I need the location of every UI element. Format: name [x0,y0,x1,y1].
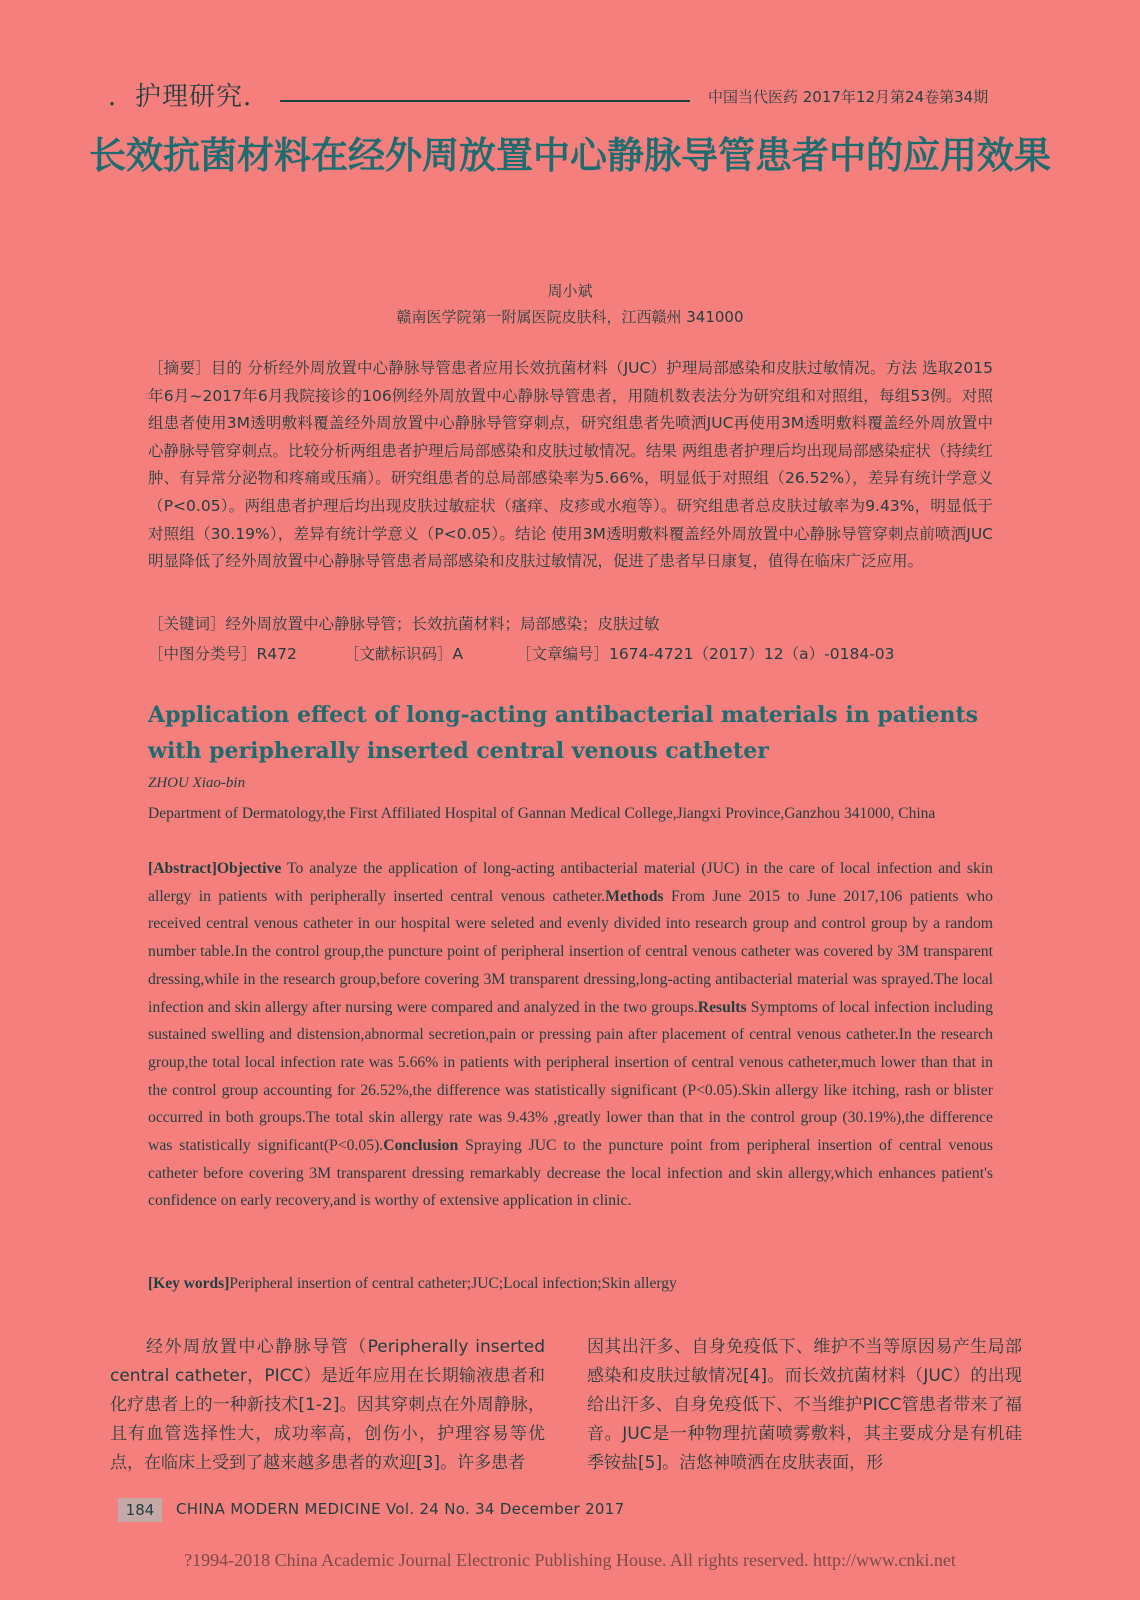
chinese-abstract: ［摘要］目的 分析经外周放置中心静脉导管患者应用长效抗菌材料（JUC）护理局部感染和皮肤过敏情况。方法 选取2015年6月~2017年6月我院接诊的106例经外周放置中心静脉导管患者，用随机数表法分为研究组和对照组，每组53例。对照组患者使用3M透明敷料覆盖经外周放置中心静脉导管穿刺点，研究组患者先喷洒JUC再使用3M透明敷料覆盖经外周放置中心静脉导管穿刺点。比较分析两组患者护理后局部感染和皮肤过敏情况。结果 两组患者护理后均出现局部感染症状（持续红肿、有异常分泌物和疼痛或压痛）。研究组患者的总局部感染率为5.66%，明显低于对照组（26.52%），差异有统计学意义（P<0.05）。两组患者护理后均出现皮肤过敏症状（瘙痒、皮疹或水疱等）。研究组患者总皮肤过敏率为9.43%，明显低于对照组（30.19%），差异有统计学意义（P<0.05）。结论 使用3M透明敷料覆盖经外周放置中心静脉导管穿刺点前喷洒JUC明显降低了经外周放置中心静脉导管患者局部感染和皮肤过敏情况，促进了患者早日康复，值得在临床广泛应用。 [148,359,993,571]
body-column-right: 因其出汗多、自身免疫低下、维护不当等原因易产生局部感染和皮肤过敏情况[4]。而长效抗菌材料（JUC）的出现给出汗多、自身免疫低下、不当维护PICC管患者带来了福音。JUC是一种物理抗菌喷雾敷料，其主要成分是有机硅季铵盐[5]。洁悠神喷洒在皮肤表面，形 [587,1337,1022,1473]
methods-text: From June 2015 to June 2017,106 patients who received central venous catheter in our hospital were seleted and evenly divided into research group and control group by a random number table.In the control group,the puncture point of peripheral insertion of central venous catheter was covered by 3M transparent dressing,while in the research group,before covering 3M transparent dressing,long-acting antibacterial material was sprayed.The local infection and skin allergy after nursing were compared and analyzed in the two groups. [148,887,993,1016]
classification-line [148,642,993,664]
journal-issue-info: 中国当代医药 2017年12月第24卷第34期 [708,88,989,106]
chinese-affiliation: 赣南医学院第一附属医院皮肤科，江西赣州 341000 [396,308,744,326]
chinese-title: 长效抗菌材料在经外周放置中心静脉导管患者中的应用效果 [89,134,1051,177]
header-rule [280,100,690,102]
conclusion-text: Spraying JUC to the puncture point from peripheral insertion of central venous catheter before covering 3M transparent dressing remarkably decrease the local infection and skin allergy,which enhances patient's confidence on early recovery,and is worthy of extensive application in clinic. [148,1137,994,1210]
objective-text: To analyze the application of long-acting antibacterial material (JUC) in the care of local infection and skin allergy in patients with peripherally inserted central venous catheter. [148,860,993,905]
conclusion-label: Conclusion [383,1137,459,1155]
results-text: Symptoms of local infection including sustained swelling and distension,abnormal secretion,pain or pressing pain after placement of central venous catheter.In the research group,the total local infection rate was 5.66% in patients with peripheral insertion of central venous catheter,much lower than that in the control group accounting for 26.52%,the difference was statistically significant (P<0.05).Skin allergy like itching, rash or blister occurred in both groups.The total skin allergy rate was 9.43% ,greatly lower than that in the control group (30.19%),the difference was statistically significant(P<0.05). [148,998,993,1155]
body-column-left: 经外周放置中心静脉导管（Peripherally inserted central catheter，PICC）是近年应用在长期输液患者和化疗患者上的一种新技术[1-2]。因其穿刺点在外周静脉，且有血管选择性大，成功率高，创伤小，护理容易等优点，在临床上受到了越来越多患者的欢迎[3]。许多患者 [110,1337,545,1473]
methods-label: Methods [605,887,664,905]
page-number: 184 [118,1498,162,1522]
section-label: ．护理研究． [108,82,271,112]
english-affiliation: Department of Dermatology,the First Affiliated Hospital of Gannan Medical College,Jiangxi Province,Ganzhou 341000, China [148,805,936,822]
english-author: ZHOU Xiao-bin [148,775,246,791]
english-keywords [148,1275,993,1293]
chinese-author: 周小斌 [547,282,593,300]
keywords-label: [Key words] [148,1275,230,1292]
results-label: Results [697,998,747,1016]
english-title: Application effect of long-acting antibacterial materials in patients with peripherally inserted central venous catheter [148,702,979,764]
objective-label: [Abstract]Objective [148,860,282,877]
article-number: ［文章编号］1674-4721（2017）12（a）-0184-03 [516,645,895,663]
footer-journal-name: CHINA MODERN MEDICINE Vol. 24 No. 34 December 2017 [176,1500,625,1518]
clc-number: ［中图分类号］R472 [148,645,297,663]
english-abstract [148,855,993,1215]
copyright-line: ?1994-2018 China Academic Journal Electronic Publishing House. All rights reserved. http://www.cnki.net [184,1550,956,1570]
chinese-keywords: ［关键词］经外周放置中心静脉导管；长效抗菌材料；局部感染；皮肤过敏 [148,615,660,633]
keywords-text: Peripheral insertion of central catheter;JUC;Local infection;Skin allergy [229,1275,677,1292]
document-code: ［文献标识码］A [344,645,464,663]
